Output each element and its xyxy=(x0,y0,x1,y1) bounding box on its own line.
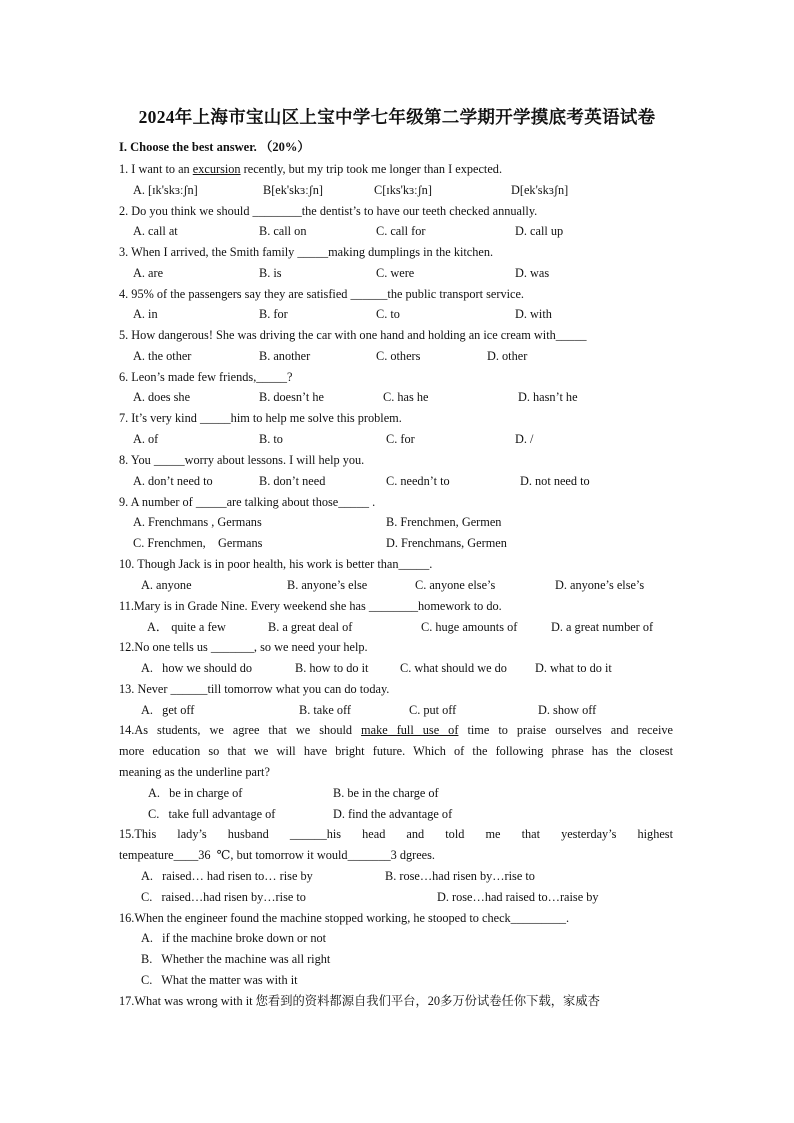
q2-option-b[interactable]: B. call on xyxy=(259,224,307,238)
question-3: 3. When I arrived, the Smith family _____making dumplings in the kitchen. xyxy=(119,245,494,259)
q3-option-d[interactable]: D. was xyxy=(515,266,550,280)
q7-option-d[interactable]: D. / xyxy=(515,432,534,446)
q3-option-c[interactable]: C. were xyxy=(376,266,415,280)
underlined-phrase: make full use of xyxy=(361,723,459,737)
q13-option-d[interactable]: D. show off xyxy=(538,703,597,717)
question-15-line-2: tempeature____36 ℃, but tomorrow it would_______3 dgrees. xyxy=(119,848,436,862)
q7-option-b[interactable]: B. to xyxy=(259,432,283,446)
q12-option-a[interactable]: A. how we should do xyxy=(141,661,253,675)
q8-option-a[interactable]: A. don’t need to xyxy=(133,474,213,488)
q7-option-c[interactable]: C. for xyxy=(386,432,415,446)
q9-option-a[interactable]: A. Frenchmans , Germans xyxy=(133,515,262,529)
question-14-line-1: 14.As students, we agree that we should make full use of time to praise ourselves and receive xyxy=(119,723,673,737)
q16-option-c[interactable]: C. What the matter was with it xyxy=(141,973,298,987)
q5-option-c[interactable]: C. others xyxy=(376,349,421,363)
q1-option-b[interactable]: B[ek'skɜːʃn] xyxy=(263,183,323,197)
q14-option-a[interactable]: A. be in charge of xyxy=(148,786,243,800)
q16-option-a[interactable]: A. if the machine broke down or not xyxy=(141,931,327,945)
q15-option-c[interactable]: C. raised…had risen by…rise to xyxy=(141,890,306,904)
question-5: 5. How dangerous! She was driving the car with one hand and holding an ice cream with_____ xyxy=(119,328,587,342)
q5-option-b[interactable]: B. another xyxy=(259,349,311,363)
question-12: 12.No one tells us _______, so we need your help. xyxy=(119,640,368,654)
q3-option-b[interactable]: B. is xyxy=(259,266,282,280)
exam-title: 2024年上海市宝山区上宝中学七年级第二学期开学摸底考英语试卷 xyxy=(138,107,656,127)
q11-option-d[interactable]: D. a great number of xyxy=(551,620,654,634)
q10-option-c[interactable]: C. anyone else’s xyxy=(415,578,496,592)
question-1: 1. I want to an excursion recently, but my trip took me longer than I expected. xyxy=(119,162,503,176)
question-14-line-3: meaning as the underline part? xyxy=(119,765,270,779)
question-15-line-1: 15.This lady’s husband ______his head and told me that yesterday’s highest xyxy=(119,827,673,841)
q2-option-d[interactable]: D. call up xyxy=(515,224,564,238)
section-heading: I. Choose the best answer. （20%） xyxy=(119,140,310,154)
q8-option-b[interactable]: B. don’t need xyxy=(259,474,326,488)
q8-option-c[interactable]: C. needn’t to xyxy=(386,474,450,488)
q10-option-a[interactable]: A. anyone xyxy=(141,578,192,592)
q5-option-d[interactable]: D. other xyxy=(487,349,528,363)
q12-option-d[interactable]: D. what to do it xyxy=(535,661,612,675)
q16-option-b[interactable]: B. Whether the machine was all right xyxy=(141,952,331,966)
question-9: 9. A number of _____are talking about those_____ . xyxy=(119,495,376,509)
q6-option-b[interactable]: B. doesn’t he xyxy=(259,390,325,404)
question-14-line-2: more education so that we will have bright future. Which of the following phrase has the closest xyxy=(119,744,673,758)
q1-option-d[interactable]: D[ek'skɜʃn] xyxy=(511,183,569,197)
q15-option-d[interactable]: D. rose…had raised to…raise by xyxy=(437,890,599,904)
q2-option-a[interactable]: A. call at xyxy=(133,224,178,238)
q11-option-b[interactable]: B. a great deal of xyxy=(268,620,353,634)
q9-option-b[interactable]: B. Frenchmen, Germen xyxy=(386,515,502,529)
q4-option-c[interactable]: C. to xyxy=(376,307,400,321)
q15-option-a[interactable]: A. raised… had risen to… rise by xyxy=(141,869,313,883)
q1-option-c[interactable]: C[ɪks'kɜːʃn] xyxy=(374,183,432,197)
question-2: 2. Do you think we should ________the dentist’s to have our teeth checked annually. xyxy=(119,204,538,218)
q4-option-a[interactable]: A. in xyxy=(133,307,158,321)
q13-option-a[interactable]: A. get off xyxy=(141,703,195,717)
question-17: 17.What was wrong with it 您看到的资料都源自我们平台，20多万份试卷任你下载，家威杏 xyxy=(119,994,600,1008)
underlined-word: excursion xyxy=(192,162,241,176)
question-8: 8. You _____worry about lessons. I will help you. xyxy=(119,453,365,467)
q10-option-b[interactable]: B. anyone’s else xyxy=(287,578,368,592)
q11-option-a[interactable]: A． quite a few xyxy=(147,620,226,634)
question-7: 7. It’s very kind _____him to help me solve this problem. xyxy=(119,411,402,425)
q6-option-c[interactable]: C. has he xyxy=(383,390,429,404)
question-4: 4. 95% of the passengers say they are satisfied ______the public transport service. xyxy=(119,287,524,301)
q14-option-b[interactable]: B. be in the charge of xyxy=(333,786,439,800)
q6-option-d[interactable]: D. hasn’t he xyxy=(518,390,578,404)
question-16: 16.When the engineer found the machine stopped working, he stooped to check_________. xyxy=(119,911,570,925)
q12-option-b[interactable]: B. how to do it xyxy=(295,661,369,675)
q5-option-a[interactable]: A. the other xyxy=(133,349,192,363)
q3-option-a[interactable]: A. are xyxy=(133,266,164,280)
q7-option-a[interactable]: A. of xyxy=(133,432,159,446)
question-13: 13. Never ______till tomorrow what you can do today. xyxy=(119,682,390,696)
question-10: 10. Though Jack is in poor health, his work is better than_____. xyxy=(119,557,433,571)
q12-option-c[interactable]: C. what should we do xyxy=(400,661,507,675)
q8-option-d[interactable]: D. not need to xyxy=(520,474,590,488)
q9-option-d[interactable]: D. Frenchmans, Germen xyxy=(386,536,507,550)
q2-option-c[interactable]: C. call for xyxy=(376,224,426,238)
q14-option-d[interactable]: D. find the advantage of xyxy=(333,807,453,821)
q9-option-c[interactable]: C. Frenchmen, Germans xyxy=(133,536,263,550)
question-11: 11.Mary is in Grade Nine. Every weekend she has ________homework to do. xyxy=(119,599,502,613)
q13-option-b[interactable]: B. take off xyxy=(299,703,352,717)
q14-option-c[interactable]: C. take full advantage of xyxy=(148,807,276,821)
q11-option-c[interactable]: C. huge amounts of xyxy=(421,620,518,634)
q4-option-b[interactable]: B. for xyxy=(259,307,288,321)
q1-option-a[interactable]: A. [ɪk'skɜːʃn] xyxy=(133,183,198,197)
q13-option-c[interactable]: C. put off xyxy=(409,703,457,717)
q6-option-a[interactable]: A. does she xyxy=(133,390,191,404)
q10-option-d[interactable]: D. anyone’s else’s xyxy=(555,578,645,592)
q15-option-b[interactable]: B. rose…had risen by…rise to xyxy=(385,869,535,883)
question-6: 6. Leon’s made few friends,_____? xyxy=(119,370,293,384)
q4-option-d[interactable]: D. with xyxy=(515,307,552,321)
